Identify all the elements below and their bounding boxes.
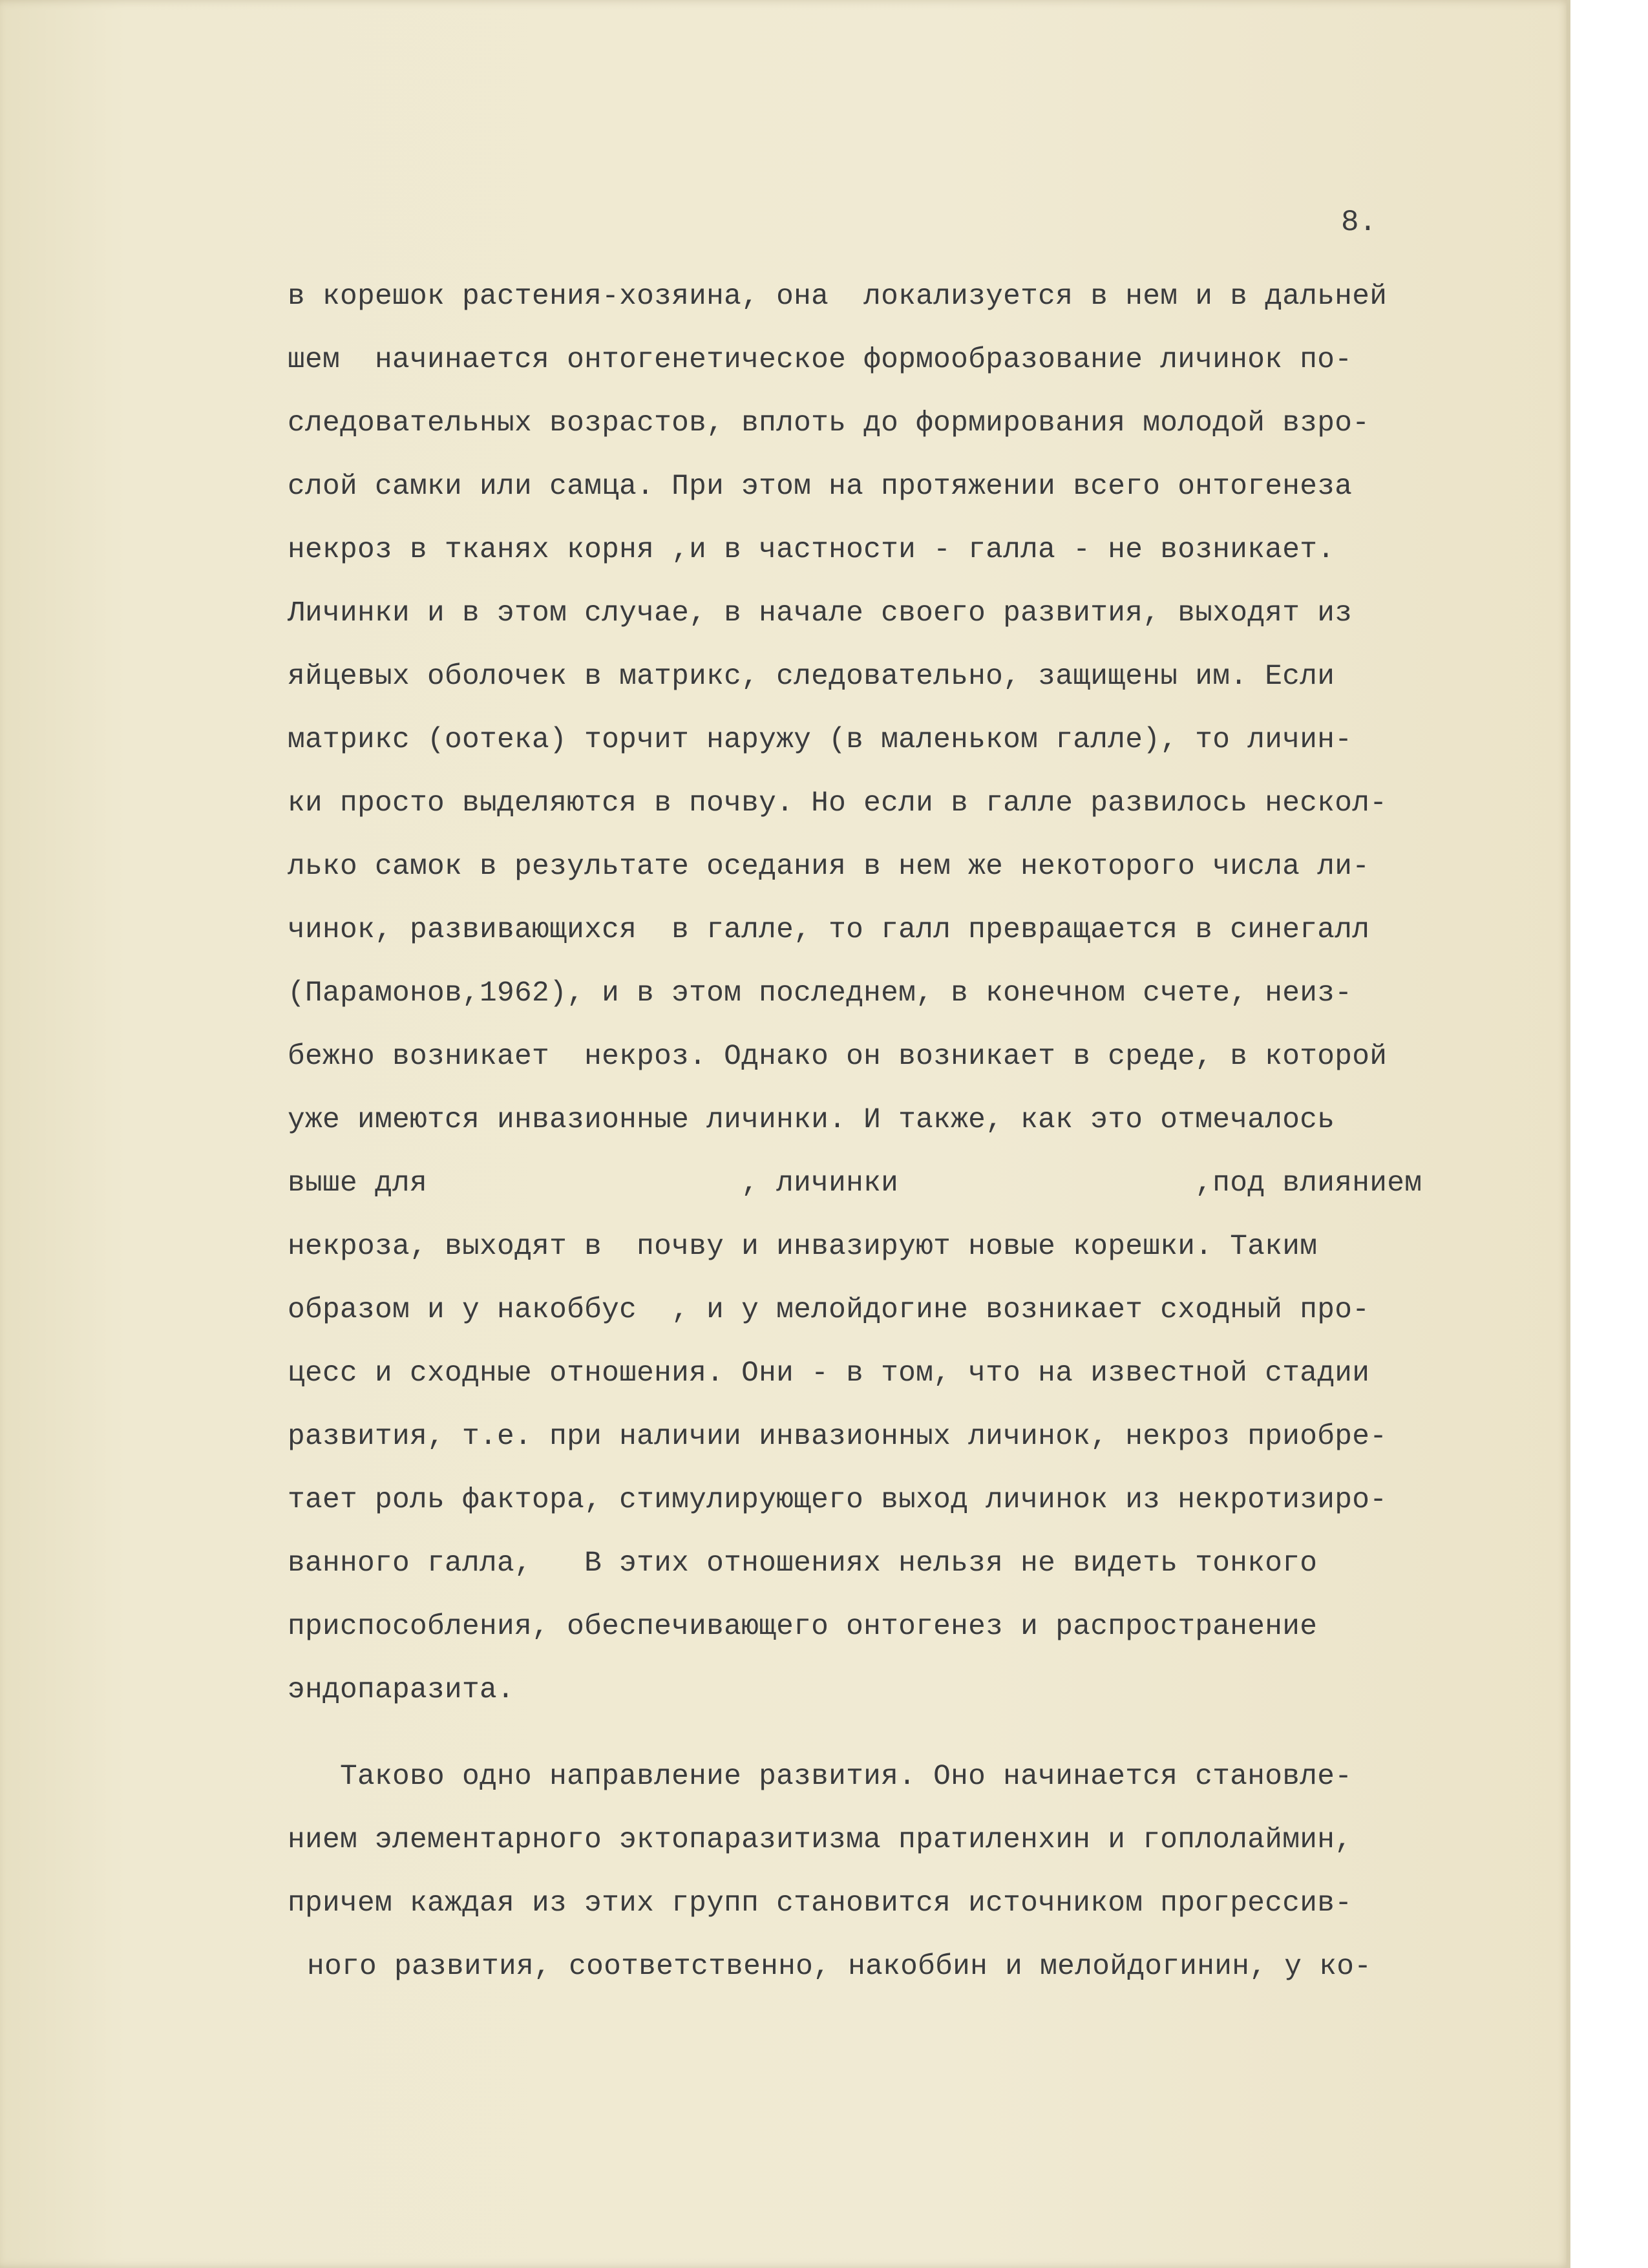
text-line: цесс и сходные отношения. Они - в том, что на известной стадии [288,1357,1370,1390]
text-line: в корешок растения-хозяина, она локализуется в нем и в дальней [288,281,1388,313]
page-edge [1567,0,1570,2268]
text-line: Таково одно направление развития. Оно начинается становле- [288,1761,1353,1793]
text-line: (Парамонов,1962), и в этом последнем, в конечном счете, неиз- [288,977,1353,1010]
text-line: следовательных возрастов, вплоть до формирования молодой взро- [288,407,1370,440]
text-line: эндопаразита. [288,1674,515,1706]
text-line: чинок, развивающихся в галле, то галл превращается в синегалл [288,914,1370,946]
text-line: яйцевых оболочек в матрикс, следовательно, защищены им. Если [288,661,1335,693]
paragraph-gap [288,1722,1554,1745]
text-line: ного развития, соответственно, накоббин и мелойдогинин, у ко- [307,1951,1372,1983]
text-line: приспособления, обеспечивающего онтогенез и распространение [288,1611,1318,1643]
text-line: нием элементарного эктопаразитизма пратиленхин и гоплолаймин, [288,1824,1353,1856]
text-line: бежно возникает некроз. Однако он возникает в среде, в которой [288,1041,1388,1073]
text-line: Личинки и в этом случае, в начале своего развития, выходят из [288,597,1353,630]
page-number: 8. [1341,206,1377,239]
text-line: некроз в тканях корня ,и в частности - галла - не возникает. [288,534,1335,566]
text-line: слой самки или самца. При этом на протяжении всего онтогенеза [288,471,1353,503]
text-line: некроза, выходят в почву и инвазируют новые корешки. Таким [288,1231,1318,1263]
text-line: ки просто выделяются в почву. Но если в галле развилось нескол- [288,787,1388,820]
text-line: образом и у накоббус , и у мелойдогине возникает сходный про- [288,1294,1370,1326]
paragraph-2 [288,1745,1554,1998]
text-line: причем каждая из этих групп становится источником прогрессив- [288,1887,1353,1920]
text-line: лько самок в результате оседания в нем же некоторого числа ли- [288,851,1370,883]
text-line: матрикс (оотека) торчит наружу (в маленьком галле), то личин- [288,724,1353,756]
body-text [288,265,1554,1998]
text-line: развития, т.е. при наличии инвазионных личинок, некроз приобре- [288,1421,1388,1453]
text-line: тает роль фактора, стимулирующего выход личинок из некротизиро- [288,1484,1388,1516]
text-line: шем начинается онтогенетическое формообразование личинок по- [288,344,1353,376]
paragraph-1 [288,265,1554,1722]
text-line: ванного галла, В этих отношениях нельзя не видеть тонкого [288,1547,1318,1580]
text-line: выше для , личинки ,под влиянием [288,1167,1422,1200]
text-line: уже имеются инвазионные личинки. И также, как это отмечалось [288,1104,1335,1136]
